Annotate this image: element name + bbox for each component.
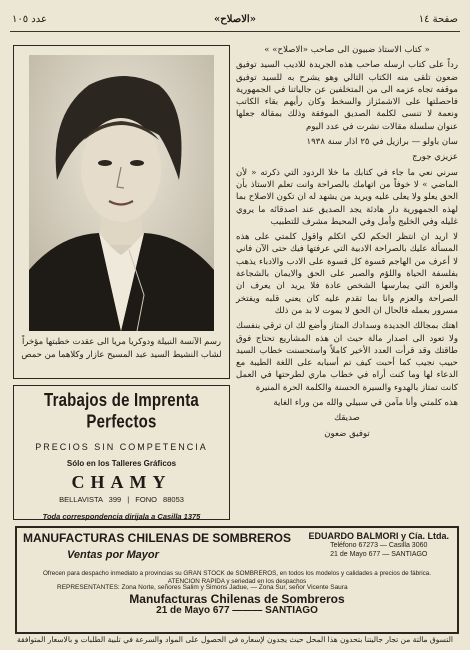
- printing-advertisement: [13, 385, 230, 520]
- article-column: [236, 42, 458, 520]
- article-paragraph: لا اريد ان انتظر الحكم لكي اتكلم واقول كلمتي على هذه المسألة عليك بالصراحة الادبية التي عرفتها فيك حتى الآن فاني لا أعرف من الهاجم قسوة كل قسوة على الادب والادباء يذهب بفلسفة الحياة واللؤم والصبر على الحق والايمان بالشجاعة والعزة التي يمارسها الشخص عادة فلا يريد ان يعرف ان الصراحة والعزم وانا بما تقدم عليه كان يعني قلبه ويفتخر مسرور بعمله فالحال ان الحق لا يموت لا بد من ذلك: [236, 232, 458, 316]
- page-header: [12, 14, 458, 30]
- article-paragraph: اهتك بمجالك الجديدة وسدادك المتاز وأضع لك ان ترقي بنفسك ولا تعود الى اصدار مالة حيث ان هذه المشاريع تحتاج فوق طاقتك وقد قرأت العدد الأخير كاملاً واستحسنت خطاب السيد حبيب نجيب كما أحبت كيف تم أسبابه على اللغة الطيبة مع الدعاء لها وما كنت أراه في خطاب ماري لطرحتها في العمل كانت تمتاز بالهدوء والسيرة الحسنة والكلمة الحرة المنيرة: [236, 321, 458, 393]
- ad-big-name: [17, 593, 457, 617]
- ad-title: MANUFACTURAS CHILENAS DE SOMBREROS: [23, 531, 292, 545]
- article-closing: صديقك: [334, 413, 360, 424]
- header-rule: [10, 31, 460, 32]
- ad-line: Sólo en los Talleres Gráficos: [66, 459, 177, 468]
- ad-phone: Teléfono 67273 — Casilla 3060: [330, 542, 428, 549]
- ad-address: BELLAVISTA 399 | FONO 88053: [59, 495, 184, 504]
- page-footer: التسوق مالتة من تجار جاليتنا بتحدون هذا المحل حيث يجدون لإسعاره في الحصول على المواد والسرعة في تلبية الطلبات و بالاسعار المتوافقة: [17, 635, 453, 644]
- article-place-date: سان باولو — برازيل في ٢٥ اذار سنة ١٩٣٨: [306, 137, 458, 148]
- photo-caption: رسم الآنسة النبيلة ودوكريا مريا الى عقدت خطبتها مؤخراً لشاب النشيط السيد عبد المسيح عازار وكلاهما من حمص: [21, 337, 222, 360]
- ad-offer: Ofrecen para despacho inmediato a provincias su GRAN STOCK de SOMBREROS, en todos los modelos y calidades a precios de fábrica.: [42, 570, 432, 577]
- page-number: صفحة ١٤: [418, 14, 458, 25]
- ad-footer: Toda correspondencia dirijala a Casilla 1375: [42, 512, 201, 521]
- article-paragraph: هذه كلمتي وأنا مآمن في سبيلي والله من وراء الغاية: [273, 398, 458, 409]
- article-paragraph: رداً على كتاب ارسله صاحب هذه الجريدة للاديب السيد توفيق ضعون تلقى منه الكتاب التالي وهو يشرح به للسيد توفيق موقفه تجاه عزمه الى من المتخلفين عن جالياتنا في الجمهورية فاحصلتها على الاشمئزاز والسخط وكان رأيهم بقاء الكاتب ونعمة لا تنسى لكلمة الصديق الموفقة وذلك بمقالة جعلها عنوان سلسلة مقالات نشرت في عدد اليوم: [236, 60, 458, 132]
- ad-representatives: REPRESENTANTES: Zona Norte, señores Salim y Simons Jadue, — Zona Sur, señor Vicente Saura: [57, 584, 348, 591]
- article-paragraph: سرني نعي ما جاء في كتابك ما خلا الردود التي ذكرته « لأن الماضي » لا خوفاً من اتهامك بالصراحة وانت تعلم الاستاذ بأن الحق يعلو ولا يعلى عليه ويريد من يشهد له ان تكون الاصلاح بما لهذه الجمهورية دار هادئة يجد الصديق عند اصدقائه ما يروي غليله وفي الخليج وأمل وفي المحيط مشرف للتطبيب: [235, 167, 458, 227]
- portrait-photo: [29, 55, 214, 331]
- ad-big-title: Manufacturas Chilenas de Sombreros: [129, 592, 345, 606]
- ad-brand: CHAMY: [71, 472, 172, 492]
- article-salutation: عزيزي جورج: [412, 152, 458, 163]
- ad-subtitle: PRECIOS SIN COMPETENCIA: [35, 442, 208, 452]
- hat-factory-advertisement: [15, 526, 459, 634]
- ad-slogan: Ventas por Mayor: [67, 549, 159, 561]
- ad-company: EDUARDO BALMORI y Cía. Ltda.: [308, 531, 449, 541]
- ad-contact-block: [308, 532, 449, 559]
- issue-number: عدد ١٠٥: [12, 14, 47, 25]
- newspaper-title: «الاصلاح»: [214, 14, 256, 25]
- portrait-frame: [13, 45, 230, 379]
- article-signer: توفيق ضعون: [324, 428, 370, 439]
- article-heading: « كتاب الاستاذ ضبيون الى صاحب «الاصلاح» »: [264, 45, 430, 55]
- ad-service: ATENCION RAPIDA y seriedad en los despachos: [167, 578, 307, 585]
- ad-title: Trabajos de Imprenta Perfectos: [44, 389, 199, 433]
- ad-big-address: 21 de Mayo 677 ——— SANTIAGO: [156, 605, 318, 616]
- ad-street: 21 de Mayo 677 — SANTIAGO: [330, 551, 428, 558]
